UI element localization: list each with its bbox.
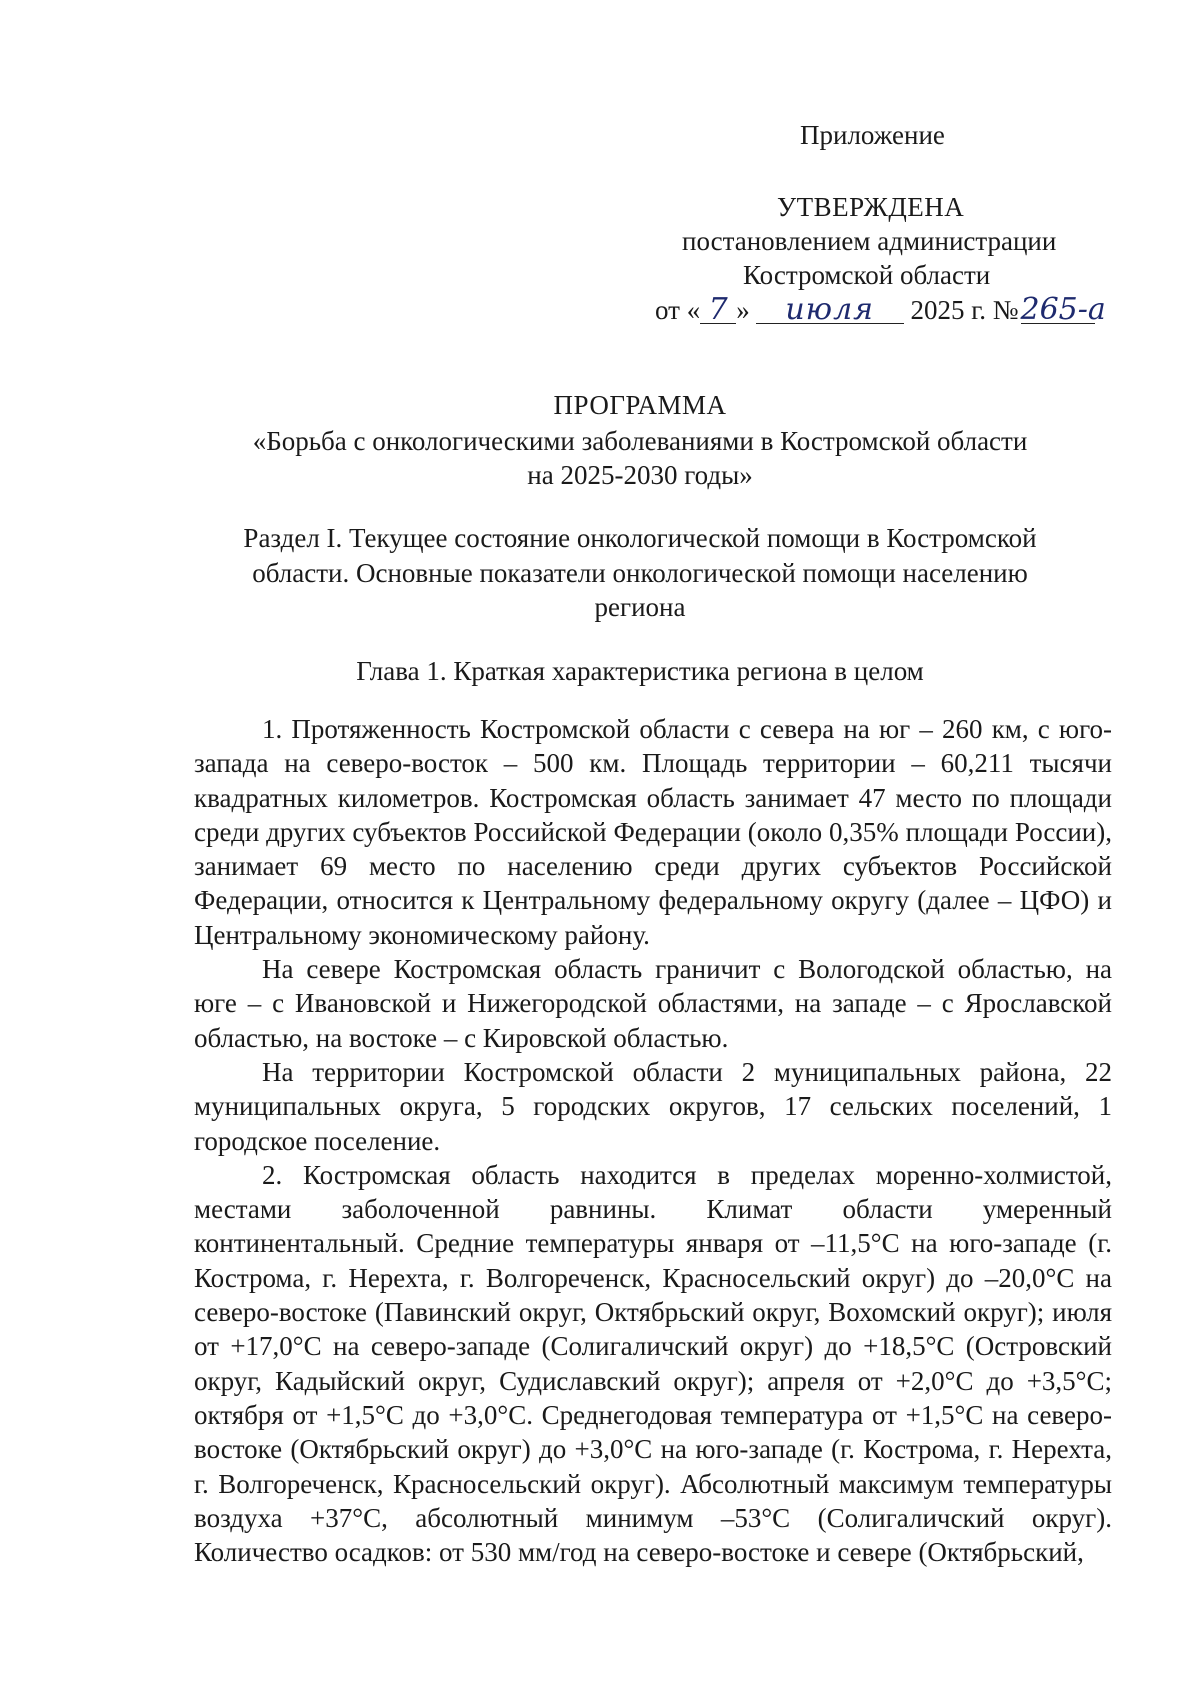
- paragraph: 1. Протяженность Костромской области с севера на юг – 260 км, с юго-запада на северо-восток – 500 км. Площадь территории – 60,211 тысячи квадратных километров. Костромская область занимает 47 место по площади среди других субъектов Российской Федерации (около 0,35% площади России), занимает 69 место по населению среди других субъектов Российской Федерации, относится к Центральному федеральному округу (далее – ЦФО) и Центральному экономическому району.: [194, 714, 1112, 950]
- handwritten-doc-number: 265-а: [1020, 292, 1106, 327]
- region-label: Костромской области: [743, 260, 991, 290]
- program-subtitle-line2: на 2025-2030 годы»: [527, 460, 753, 490]
- appendix-label: Приложение: [800, 120, 945, 150]
- chapter-heading: Глава 1. Краткая характеристика региона в целом: [356, 656, 924, 686]
- program-title: ПРОГРАММА: [553, 390, 727, 420]
- decree-label: постановлением администрации: [682, 226, 1057, 256]
- approved-label: УТВЕРЖДЕНА: [777, 192, 965, 222]
- decree-dateline: [655, 292, 1106, 327]
- handwritten-month: июля: [756, 297, 904, 324]
- date-prefix: от «: [655, 295, 701, 325]
- handwritten-day: 7: [700, 297, 736, 324]
- paragraph: На севере Костромская область граничит с Вологодской областью, на юге – с Ивановской и Нижегородской областями, на западе – с Ярославской областью, на востоке – с Кировской областью.: [194, 954, 1112, 1053]
- program-subtitle-line1: «Борьба с онкологическими заболеваниями в Костромской области: [252, 426, 1028, 456]
- section-heading-line3: региона: [594, 592, 686, 622]
- paragraph: 2. Костромская область находится в пределах моренно-холмистой, местами заболоченной равнины. Климат области умеренный континентальный. Средние температуры января от –11,5°С на юго-западе (г. Кострома, г. Нерехта, г. Волгореченск, Красносельский округ) до –20,0°С на северо-востоке (Павинский округ, Октябрьский округ, Вохомский округ); июля от +17,0°С на северо-западе (Солигаличский округ) до +18,5°С (Островский округ, Кадыйский округ, Судиславский округ); апреля от +2,0°С до +3,5°С; октября от +1,5°С до +3,0°С. Среднегодовая температура от +1,5°С на северо-востоке (Октябрьский округ) до +3,0°С на юго-западе (г. Кострома, г. Нерехта, г. Волгореченск, Красносельский округ). Абсолютный максимум температуры воздуха +37°С, абсолютный минимум –53°С (Солигаличский округ). Количество осадков: от 530 мм/год на северо-востоке и севере (Октябрьский,: [194, 1159, 1112, 1568]
- paragraph: На территории Костромской области 2 муниципальных района, 22 муниципальных округа, 5 городских округов, 17 сельских поселений, 1 городское поселение.: [194, 1056, 1112, 1156]
- date-mid: »: [736, 295, 750, 325]
- body-text: [194, 712, 1112, 1569]
- date-year: 2025 г. №: [910, 295, 1019, 325]
- section-heading-line2: области. Основные показатели онкологической помощи населению: [252, 558, 1028, 588]
- section-heading-line1: Раздел I. Текущее состояние онкологической помощи в Костромской: [243, 523, 1037, 553]
